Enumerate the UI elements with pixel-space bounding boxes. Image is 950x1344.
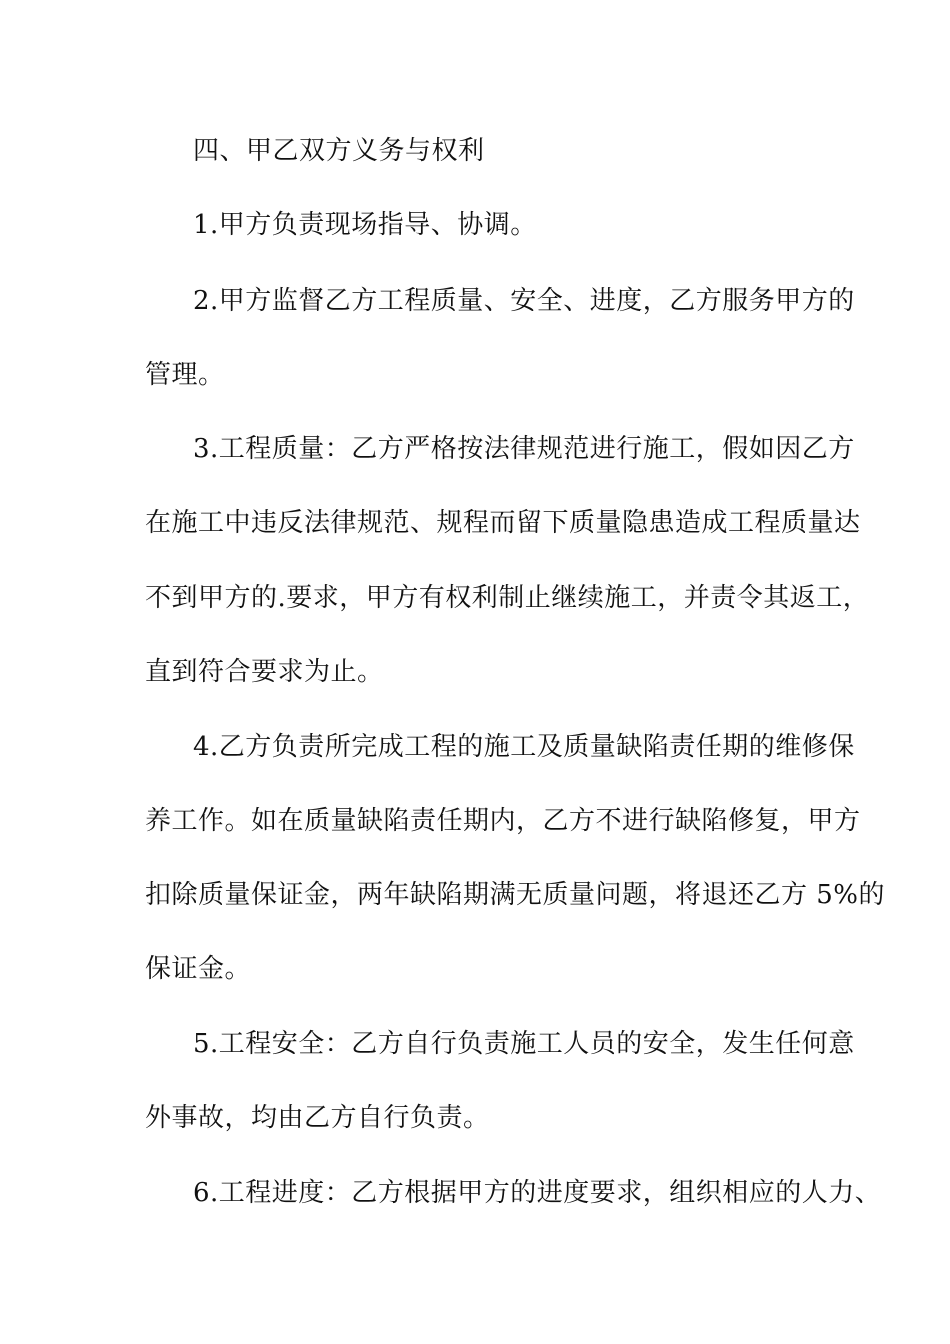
clause-6-line-1: 6.工程进度：乙方根据甲方的进度要求，组织相应的人力、 [193, 1178, 882, 1208]
clause-2-line-1: 2.甲方监督乙方工程质量、安全、进度，乙方服务甲方的 [193, 286, 855, 316]
clause-3-line-3: 不到甲方的.要求，甲方有权利制止继续施工，并责令其返工， [145, 583, 870, 613]
clause-3-line-2: 在施工中违反法律规范、规程而留下质量隐患造成工程质量达 [145, 508, 861, 538]
clause-5-line-1: 5.工程安全：乙方自行负责施工人员的安全，发生任何意 [193, 1029, 855, 1059]
clause-4-line-1: 4.乙方负责所完成工程的施工及质量缺陷责任期的维修保 [193, 732, 855, 762]
clause-5-line-2: 外事故，均由乙方自行负责。 [145, 1103, 490, 1133]
clause-3-line-1: 3.工程质量：乙方严格按法律规范进行施工，假如因乙方 [193, 434, 855, 464]
clause-4-line-2: 养工作。如在质量缺陷责任期内，乙方不进行缺陷修复，甲方 [145, 806, 861, 836]
clause-4-line-4: 保证金。 [145, 954, 252, 984]
clause-1-line-1: 1.甲方负责现场指导、协调。 [193, 210, 537, 240]
section-heading: 四、甲乙双方义务与权利 [193, 136, 485, 166]
clause-3-line-4: 直到符合要求为止。 [145, 657, 384, 687]
clause-2-line-2: 管理。 [145, 360, 225, 390]
clause-4-line-3: 扣除质量保证金，两年缺陷期满无质量问题，将退还乙方 5%的 [145, 880, 886, 910]
